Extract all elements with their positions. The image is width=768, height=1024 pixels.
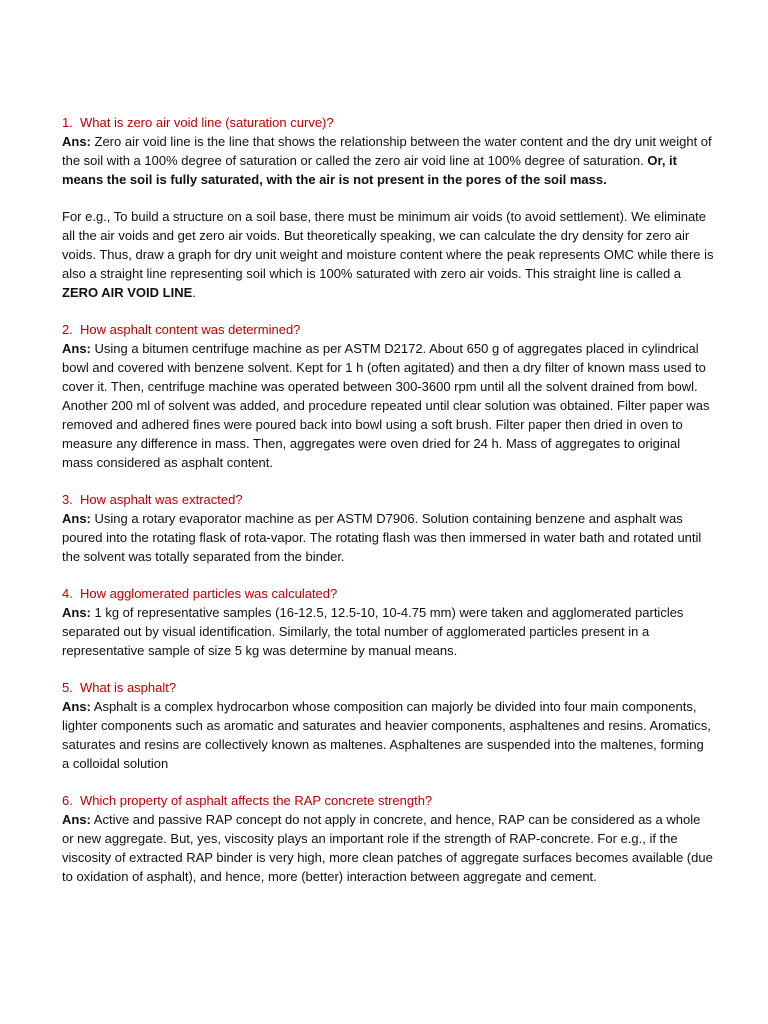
answer-paragraph	[62, 697, 714, 773]
answer-label: Ans:	[62, 134, 91, 149]
question-number: 6.	[62, 793, 73, 808]
answer-paragraph	[62, 132, 714, 189]
qa-item-2	[62, 320, 714, 472]
question-number: 3.	[62, 492, 73, 507]
question-text: What is zero air void line (saturation curve)?	[80, 115, 334, 130]
question-heading	[62, 320, 714, 339]
answer-extra-paragraph	[62, 207, 714, 302]
question-text: Which property of asphalt affects the RAP concrete strength?	[80, 793, 433, 808]
answer-bold-text: Or, it means the soil is fully saturated, with the air is not present in the pores of the soil mass.	[62, 153, 677, 187]
answer-text: Asphalt is a complex hydrocarbon whose composition can majorly be divided into four main components, lighter components such as aromatic and saturates and heavier components, asphaltenes and resins. Aromatics, saturates and resins are collectively known as maltenes. Asphaltenes are suspended into the maltenes, forming a colloidal solution	[62, 699, 711, 771]
qa-item-5	[62, 678, 714, 773]
answer-label: Ans:	[62, 812, 91, 827]
question-number: 4.	[62, 586, 73, 601]
answer-text: 1 kg of representative samples (16-12.5, 12.5-10, 10-4.75 mm) were taken and agglomerated particles separated out by visual identification. Similarly, the total number of agglomerated particles present in a representative sample of size 5 kg was determine by manual means.	[62, 605, 684, 658]
question-heading	[62, 791, 714, 810]
question-heading	[62, 113, 714, 132]
answer-paragraph	[62, 509, 714, 566]
answer-label: Ans:	[62, 511, 91, 526]
answer-text: Using a bitumen centrifuge machine as per ASTM D2172. About 650 g of aggregates placed in cylindrical bowl and covered with benzene solvent. Kept for 1 h (often agitated) and then a dry filter of known mass used to cover it. Then, centrifuge machine was operated between 300-3600 rpm until all the solvent drained from bowl. Another 200 ml of solvent was added, and procedure repeated until clear solution was obtained. Filter paper was removed and adhered fines were poured back into bowl using a soft brush. Filter paper then dried in oven to measure any difference in mass. Then, aggregates were oven dried for 24 h. Mass of aggregates to original mass considered as asphalt content.	[62, 341, 710, 470]
answer-label: Ans:	[62, 605, 91, 620]
answer-text: Using a rotary evaporator machine as per ASTM D7906. Solution containing benzene and asphalt was poured into the rotating flask of rota-vapor. The rotating flash was then immersed in water bath and rotated until the solvent was totally separated from the binder.	[62, 511, 702, 564]
question-number: 5.	[62, 680, 73, 695]
answer-extra-text: For e.g., To build a structure on a soil base, there must be minimum air voids (to avoid settlement). We eliminate all the air voids and get zero air voids. But theoretically speaking, we can calculate the dry density for zero air voids. Thus, draw a graph for dry unit weight and moisture content where the peak represents OMC while there is also a straight line representing soil which is 100% saturated with zero air voids. This straight line is called a	[62, 209, 714, 281]
answer-paragraph	[62, 810, 714, 886]
answer-extra-end: .	[192, 285, 196, 300]
question-text: How asphalt content was determined?	[80, 322, 301, 337]
question-number: 1.	[62, 115, 73, 130]
qa-item-1	[62, 113, 714, 302]
question-number: 2.	[62, 322, 73, 337]
answer-extra-bold: ZERO AIR VOID LINE	[62, 285, 193, 300]
question-heading	[62, 490, 714, 509]
question-heading	[62, 584, 714, 603]
document-page	[62, 113, 714, 904]
answer-label: Ans:	[62, 341, 91, 356]
qa-item-3	[62, 490, 714, 566]
answer-text: Active and passive RAP concept do not apply in concrete, and hence, RAP can be considered as a whole or new aggregate. But, yes, viscosity plays an important role if the strength of RAP-concrete. For e.g., if the viscosity of extracted RAP binder is very high, more clean patches of aggregate surfaces becomes available (due to oxidation of asphalt), and hence, more (better) interaction between aggregate and cement.	[62, 812, 713, 884]
answer-paragraph	[62, 339, 714, 472]
answer-paragraph	[62, 603, 714, 660]
answer-label: Ans:	[62, 699, 91, 714]
qa-item-6	[62, 791, 714, 886]
question-text: What is asphalt?	[80, 680, 177, 695]
answer-text: Zero air void line is the line that shows the relationship between the water content and the dry unit weight of the soil with a 100% degree of saturation or called the zero air void line at 100% degree of saturation.	[62, 134, 712, 168]
question-text: How asphalt was extracted?	[80, 492, 243, 507]
qa-item-4	[62, 584, 714, 660]
question-heading	[62, 678, 714, 697]
question-text: How agglomerated particles was calculated?	[80, 586, 338, 601]
